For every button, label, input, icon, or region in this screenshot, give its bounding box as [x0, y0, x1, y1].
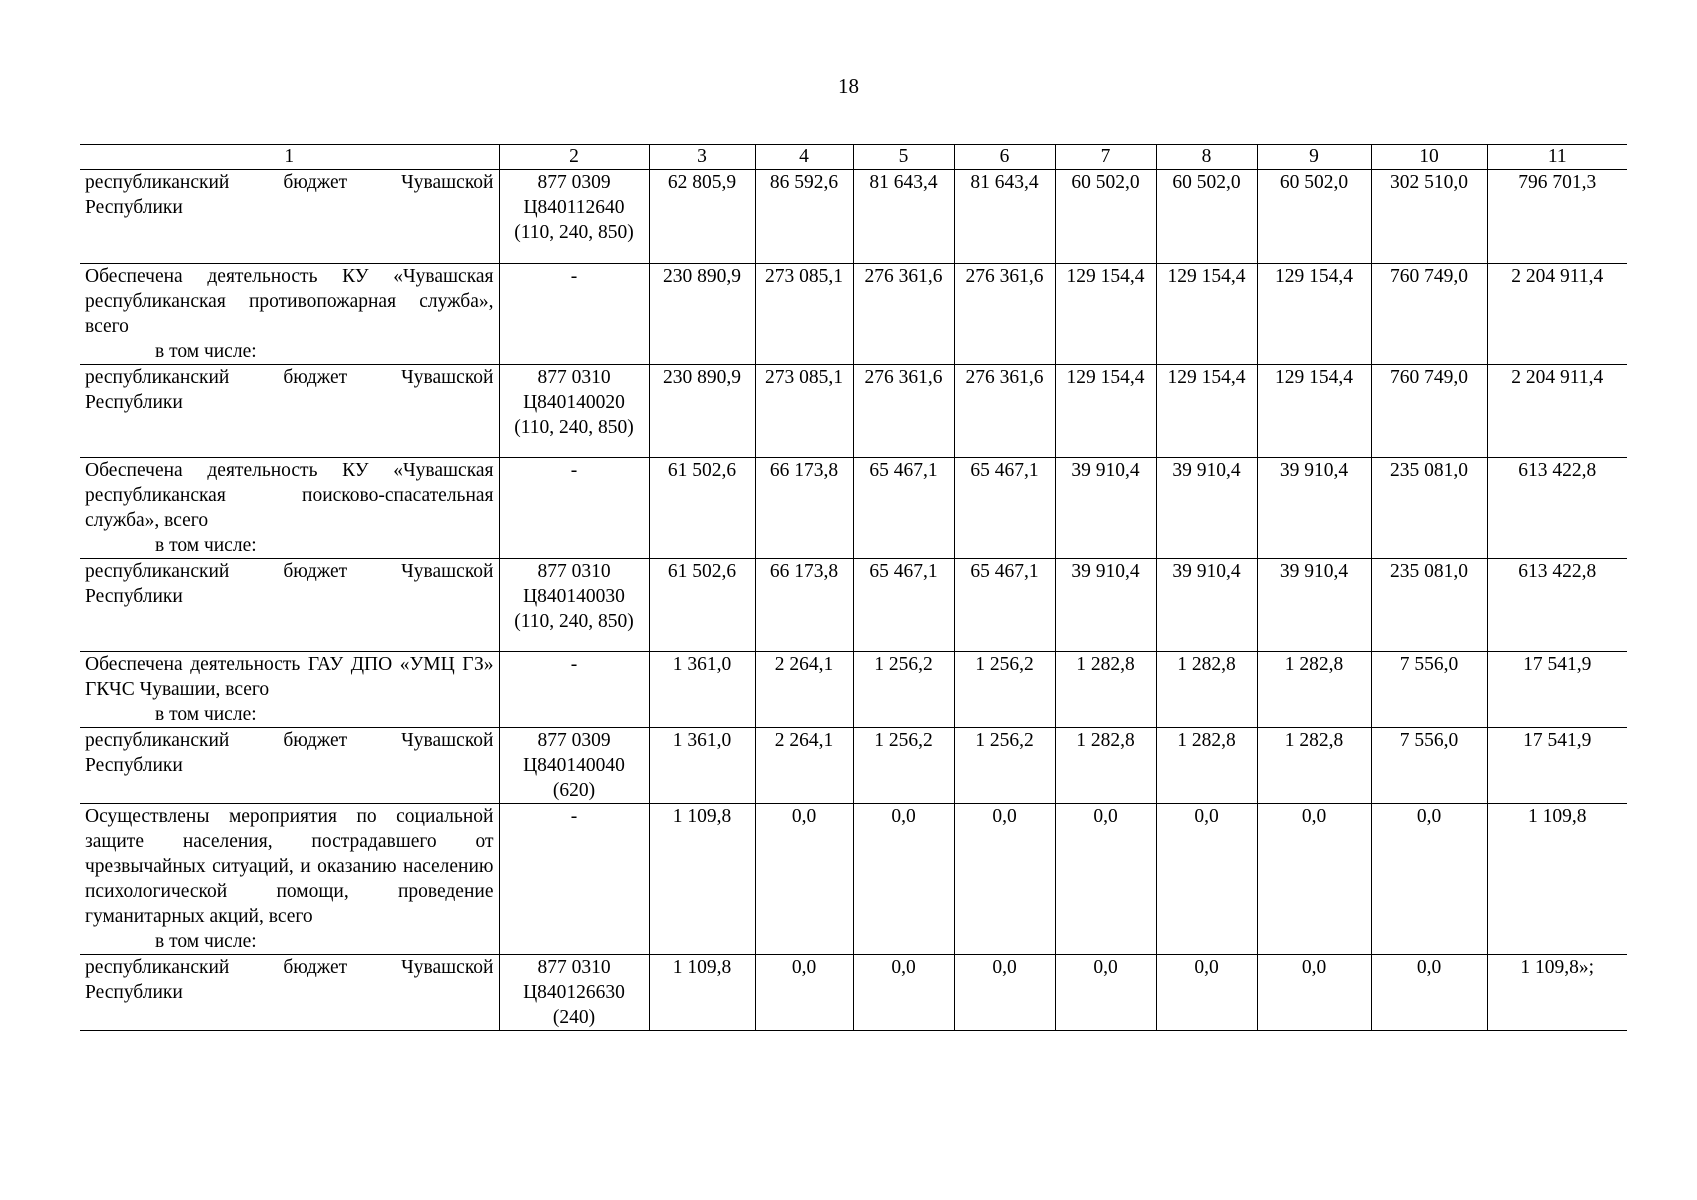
column-header: 4	[755, 145, 853, 170]
value-cell: 302 510,0	[1371, 170, 1487, 264]
value-cell: 2 204 911,4	[1487, 264, 1627, 365]
value-cell: 39 910,4	[1055, 458, 1156, 559]
column-header: 3	[649, 145, 755, 170]
value-cell: 1 282,8	[1156, 728, 1257, 804]
row-name: республиканский бюджет Чувашской Республики	[85, 730, 494, 776]
row-name-cell	[80, 264, 499, 365]
value-cell: 0,0	[1156, 955, 1257, 1031]
value-cell: 65 467,1	[954, 458, 1055, 559]
value-cell: 0,0	[1257, 955, 1371, 1031]
value-cell: 273 085,1	[755, 264, 853, 365]
value-cell: 0,0	[1055, 955, 1156, 1031]
row-name-cell	[80, 458, 499, 559]
budget-code-cell: 877 0310 Ц840140020 (110, 240, 850)	[499, 365, 649, 458]
value-cell: 1 109,8»;	[1487, 955, 1627, 1031]
value-cell: 1 109,8	[649, 804, 755, 955]
value-cell: 1 256,2	[853, 728, 954, 804]
value-cell: 2 204 911,4	[1487, 365, 1627, 458]
budget-code-cell: 877 0310 Ц840126630 (240)	[499, 955, 649, 1031]
table-body	[80, 170, 1627, 1031]
value-cell: 1 282,8	[1156, 652, 1257, 728]
value-cell: 129 154,4	[1257, 365, 1371, 458]
row-name: республиканский бюджет Чувашской Республики	[85, 172, 494, 218]
value-cell: 62 805,9	[649, 170, 755, 264]
value-cell: 276 361,6	[853, 365, 954, 458]
row-name-cell	[80, 365, 499, 458]
value-cell: 0,0	[755, 804, 853, 955]
value-cell: 7 556,0	[1371, 728, 1487, 804]
column-number-header	[80, 145, 1627, 170]
table-row-budget	[80, 559, 1627, 652]
including-label: в том числе:	[155, 704, 257, 725]
including-label: в том числе:	[155, 535, 257, 556]
value-cell: 65 467,1	[954, 559, 1055, 652]
budget-code-cell: 877 0310 Ц840140030 (110, 240, 850)	[499, 559, 649, 652]
value-cell: 17 541,9	[1487, 652, 1627, 728]
value-cell: 273 085,1	[755, 365, 853, 458]
column-header: 11	[1487, 145, 1627, 170]
value-cell: 1 282,8	[1257, 728, 1371, 804]
row-name-cell	[80, 955, 499, 1031]
value-cell: 66 173,8	[755, 458, 853, 559]
value-cell: 7 556,0	[1371, 652, 1487, 728]
row-name-cell	[80, 804, 499, 955]
value-cell: 230 890,9	[649, 264, 755, 365]
value-cell: 0,0	[755, 955, 853, 1031]
value-cell: 39 910,4	[1257, 559, 1371, 652]
row-name-cell	[80, 170, 499, 264]
row-name: Осуществлены мероприятия по социальной защите населения, пострадавшего от чрезвычайных ситуаций, и оказанию населению психологической помощи, проведение гуманитарных акций, всего	[85, 806, 494, 927]
value-cell: 235 081,0	[1371, 458, 1487, 559]
value-cell: 0,0	[954, 955, 1055, 1031]
value-cell: 39 910,4	[1257, 458, 1371, 559]
value-cell: 66 173,8	[755, 559, 853, 652]
value-cell: 1 256,2	[954, 652, 1055, 728]
value-cell: 613 422,8	[1487, 458, 1627, 559]
value-cell: 61 502,6	[649, 559, 755, 652]
value-cell: 0,0	[1156, 804, 1257, 955]
value-cell: 129 154,4	[1055, 264, 1156, 365]
budget-table	[80, 144, 1627, 1031]
table-row-activity	[80, 264, 1627, 365]
table-row-activity	[80, 804, 1627, 955]
table-row-budget	[80, 955, 1627, 1031]
value-cell: 81 643,4	[853, 170, 954, 264]
value-cell: 1 361,0	[649, 728, 755, 804]
table-row-budget	[80, 170, 1627, 264]
value-cell: 39 910,4	[1055, 559, 1156, 652]
value-cell: 60 502,0	[1055, 170, 1156, 264]
row-name-cell	[80, 559, 499, 652]
table-row-activity	[80, 458, 1627, 559]
value-cell: 1 282,8	[1055, 728, 1156, 804]
value-cell: 61 502,6	[649, 458, 755, 559]
value-cell: 129 154,4	[1156, 264, 1257, 365]
value-cell: 1 256,2	[954, 728, 1055, 804]
value-cell: 1 109,8	[649, 955, 755, 1031]
column-header: 7	[1055, 145, 1156, 170]
row-name: Обеспечена деятельность КУ «Чувашская республиканская противопожарная служба», всего	[85, 266, 494, 337]
table-row-activity	[80, 652, 1627, 728]
value-cell: 0,0	[1371, 804, 1487, 955]
row-name: республиканский бюджет Чувашской Республики	[85, 367, 494, 413]
column-header: 6	[954, 145, 1055, 170]
value-cell: 39 910,4	[1156, 559, 1257, 652]
value-cell: 60 502,0	[1156, 170, 1257, 264]
value-cell: 0,0	[1371, 955, 1487, 1031]
value-cell: 1 361,0	[649, 652, 755, 728]
column-header: 1	[80, 145, 499, 170]
value-cell: 1 109,8	[1487, 804, 1627, 955]
row-name-cell	[80, 652, 499, 728]
value-cell: 0,0	[1257, 804, 1371, 955]
value-cell: 65 467,1	[853, 559, 954, 652]
budget-code-cell: 877 0309 Ц840140040 (620)	[499, 728, 649, 804]
value-cell: 235 081,0	[1371, 559, 1487, 652]
value-cell: 65 467,1	[853, 458, 954, 559]
budget-code-cell: -	[499, 264, 649, 365]
value-cell: 1 256,2	[853, 652, 954, 728]
column-header: 5	[853, 145, 954, 170]
column-header: 9	[1257, 145, 1371, 170]
value-cell: 276 361,6	[954, 365, 1055, 458]
including-label: в том числе:	[155, 341, 257, 362]
column-header: 2	[499, 145, 649, 170]
value-cell: 1 282,8	[1257, 652, 1371, 728]
value-cell: 760 749,0	[1371, 264, 1487, 365]
column-header: 10	[1371, 145, 1487, 170]
value-cell: 276 361,6	[954, 264, 1055, 365]
value-cell: 0,0	[853, 804, 954, 955]
value-cell: 129 154,4	[1257, 264, 1371, 365]
row-name: Обеспечена деятельность КУ «Чувашская республиканская поисково-спасательная служба», всего	[85, 460, 494, 531]
row-name: республиканский бюджет Чувашской Республики	[85, 561, 494, 607]
value-cell: 0,0	[1055, 804, 1156, 955]
header-row	[80, 145, 1627, 170]
budget-code-cell: 877 0309 Ц840112640 (110, 240, 850)	[499, 170, 649, 264]
value-cell: 0,0	[954, 804, 1055, 955]
row-name: республиканский бюджет Чувашской Республики	[85, 957, 494, 1003]
value-cell: 129 154,4	[1055, 365, 1156, 458]
value-cell: 81 643,4	[954, 170, 1055, 264]
table-row-budget	[80, 365, 1627, 458]
budget-code-cell: -	[499, 652, 649, 728]
value-cell: 613 422,8	[1487, 559, 1627, 652]
table-row-budget	[80, 728, 1627, 804]
including-label: в том числе:	[155, 931, 257, 952]
row-name: Обеспечена деятельность ГАУ ДПО «УМЦ ГЗ» ГКЧС Чувашии, всего	[85, 654, 494, 700]
value-cell: 230 890,9	[649, 365, 755, 458]
value-cell: 796 701,3	[1487, 170, 1627, 264]
value-cell: 2 264,1	[755, 652, 853, 728]
row-name-cell	[80, 728, 499, 804]
value-cell: 17 541,9	[1487, 728, 1627, 804]
value-cell: 129 154,4	[1156, 365, 1257, 458]
value-cell: 2 264,1	[755, 728, 853, 804]
value-cell: 60 502,0	[1257, 170, 1371, 264]
value-cell: 0,0	[853, 955, 954, 1031]
value-cell: 86 592,6	[755, 170, 853, 264]
value-cell: 760 749,0	[1371, 365, 1487, 458]
budget-code-cell: -	[499, 804, 649, 955]
page-number: 18	[838, 74, 859, 98]
value-cell: 1 282,8	[1055, 652, 1156, 728]
column-header: 8	[1156, 145, 1257, 170]
value-cell: 276 361,6	[853, 264, 954, 365]
value-cell: 39 910,4	[1156, 458, 1257, 559]
budget-code-cell: -	[499, 458, 649, 559]
